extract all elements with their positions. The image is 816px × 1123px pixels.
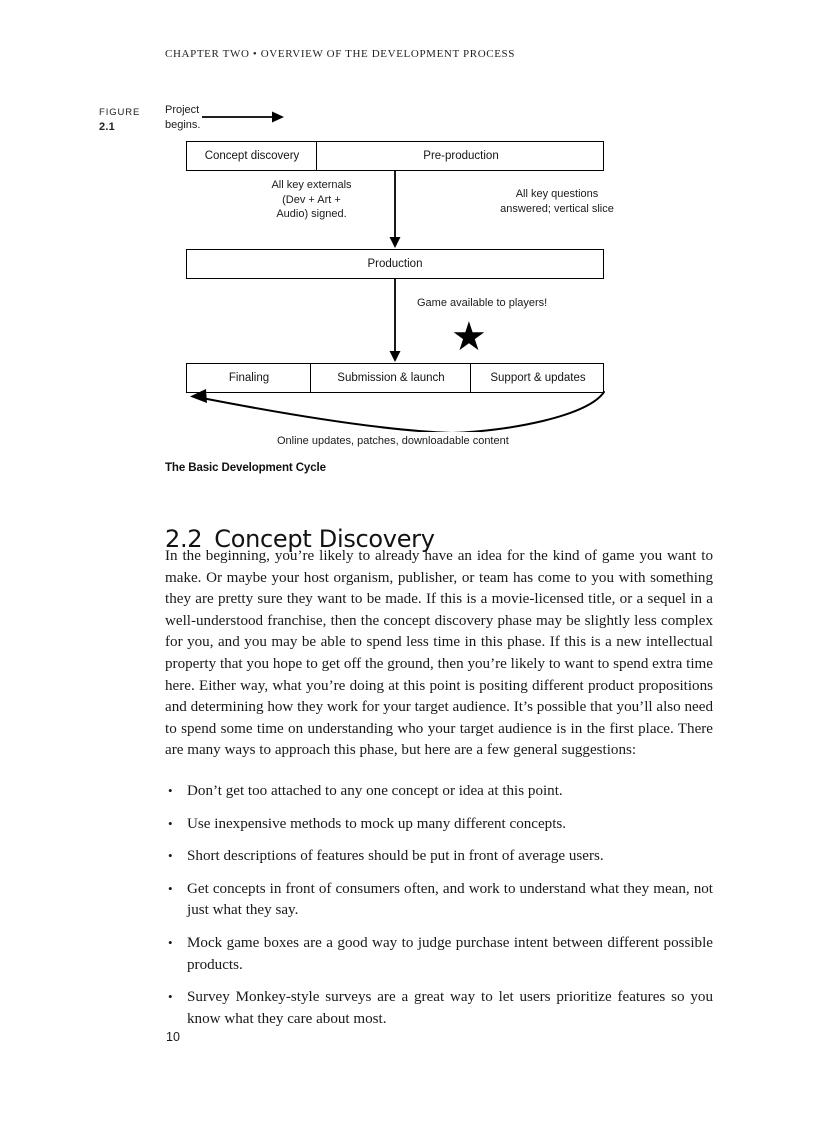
phase-box-pre-production[interactable] [317, 142, 605, 170]
phase-label-pre-production: Pre-production [423, 150, 499, 162]
phase-label-support-updates: Support & updates [490, 372, 586, 384]
note-game-available: Game available to players! [417, 297, 548, 309]
figure-label-word: FIGURE [99, 107, 141, 118]
note-externals-line1: All key externals [271, 179, 352, 191]
page-number: 10 [166, 1030, 180, 1044]
list-item: • Survey Monkey-style surveys are a great way to let users prioritize features so you know what they care about most. [165, 987, 713, 1030]
phase-box-production[interactable] [186, 249, 604, 279]
phase-label-production: Production [367, 258, 423, 270]
arrow-production-to-finaling-icon [384, 279, 406, 363]
suggestions-list [165, 781, 713, 1030]
section-number: 2.2 [165, 524, 203, 553]
list-item: • Don’t get too attached to any one concept or idea at this point. [165, 781, 713, 803]
note-questions-line2: answered; vertical slice [500, 202, 614, 215]
project-begins-note [165, 103, 200, 132]
project-begins-line2: begins. [165, 118, 201, 131]
arrow-preproduction-to-production-icon [384, 171, 406, 249]
figure-caption: The Basic Development Cycle [165, 462, 326, 474]
project-begins-line1: Project [165, 104, 200, 116]
development-cycle-diagram [0, 0, 816, 460]
phase-label-finaling: Finaling [228, 372, 270, 384]
phase-label-concept-discovery: Concept discovery [204, 150, 300, 162]
note-externals-line2: (Dev + Art + [282, 193, 341, 206]
running-head: CHAPTER TWO • OVERVIEW OF THE DEVELOPMENT PROCESS [165, 48, 516, 60]
feedback-loop-label: Online updates, patches, downloadable content [277, 435, 509, 447]
list-item: • Mock game boxes are a good way to judge purchase intent between different possible products. [165, 933, 713, 976]
note-externals-line3: Audio) signed. [276, 208, 347, 220]
body-paragraph: In the beginning, you’re likely to already have an idea for the kind of game you want to make. Or maybe your host organism, publisher, or team has come to you with something they are pretty sure they want to be made. If this is a movie-licensed title, or a sequel in a well-understood franchise, then the concept discovery phase may be slightly less complex for you, and you may be able to spend less time in this phase. If this is a new intellectual property that you hope to get off the ground, then you’re likely to want to spend extra time here. Either way, what you’re doing at this point is positing different product propositions and determining how they work for your target audience. It’s possible that you’ll also need to spend some time on understanding who your target audience is in the first place. There are many ways to approach this phase, but here are a few general suggestions: [165, 548, 713, 759]
body-column [165, 546, 713, 1041]
phase-label-submission-launch: Submission & launch [337, 372, 445, 384]
project-begins-arrow-icon [200, 105, 290, 129]
note-questions-line1: All key questions [515, 188, 599, 200]
phase-box-concept-discovery[interactable] [187, 142, 317, 170]
phase-row-1 [186, 141, 604, 171]
star-icon: ★ [451, 314, 487, 360]
list-item: • Short descriptions of features should be put in front of average users. [165, 846, 713, 868]
list-item: • Use inexpensive methods to mock up many different concepts. [165, 814, 713, 836]
feedback-loop-arrow-icon [180, 386, 610, 432]
note-all-key-externals [265, 178, 358, 222]
section-title: Concept Discovery [214, 524, 435, 553]
note-all-key-questions [492, 187, 622, 216]
list-item: • Get concepts in front of consumers often, and work to understand what they mean, not just what they say. [165, 879, 713, 922]
figure-label-number: 2.1 [99, 121, 115, 133]
